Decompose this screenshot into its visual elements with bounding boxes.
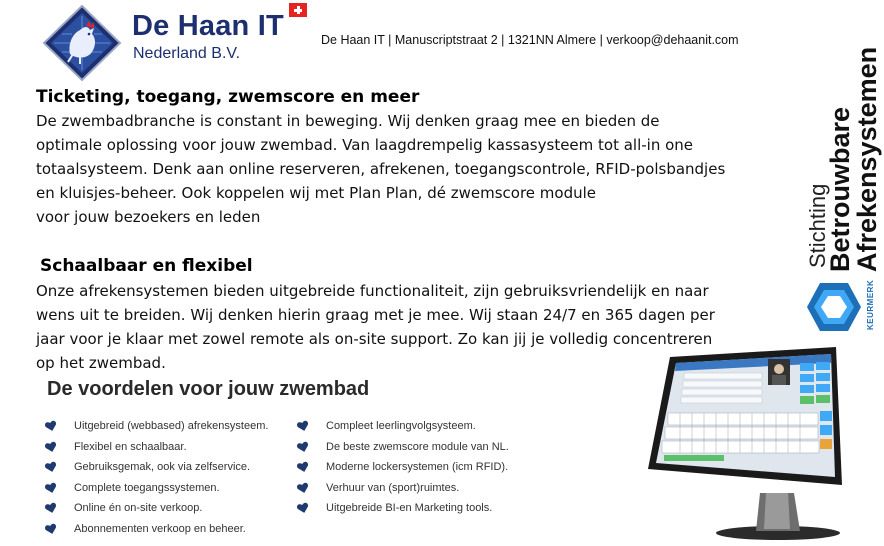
list-item-label: Complete toegangssystemen. xyxy=(74,481,220,494)
heart-icon xyxy=(45,482,57,494)
paragraph-line: jaar voor je klaar met zowel remote als on-site support. Zo kan jij je volledig concentreren xyxy=(36,330,713,348)
paragraph-line: wens uit te breiden. Wij denken hierin graag met je mee. Wij staan 24/7 en 365 dagen per xyxy=(36,306,715,324)
contact-line: De Haan IT | Manuscriptstraat 2 | 1321NN Almere | verkoop@dehaanit.com xyxy=(321,33,739,47)
benefits-title: De voordelen voor jouw zwembad xyxy=(47,378,370,400)
rooster-chip-logo xyxy=(40,4,124,82)
paragraph-line: optimale oplossing voor jouw zwembad. Van laagdrempelig kassasysteem tot all-in one xyxy=(36,136,694,154)
list-item xyxy=(45,460,268,481)
list-item-label: Compleet leerlingvolgsysteem. xyxy=(326,420,476,432)
heart-icon xyxy=(297,461,309,473)
heart-icon xyxy=(45,502,57,514)
list-item xyxy=(45,419,268,440)
list-item xyxy=(297,481,509,502)
list-item xyxy=(297,501,509,522)
list-item xyxy=(45,501,268,522)
brand-subtitle: Nederland B.V. xyxy=(133,45,241,62)
heart-icon xyxy=(297,441,309,453)
paragraph-line: op het zwembad. xyxy=(36,354,166,372)
list-item xyxy=(45,481,268,502)
list-item-label: Verhuur van (sport)ruimtes. xyxy=(326,481,460,494)
pos-terminal-image xyxy=(628,343,846,543)
keurmerk-label: KEURMERK xyxy=(866,279,875,330)
paragraph-line: en kluisjes-beheer. Ook koppelen wij met Plan Plan, dé zwemscore module xyxy=(36,184,596,202)
heart-icon xyxy=(45,420,57,432)
section-heading-schaalbaar: Schaalbaar en flexibel xyxy=(40,256,253,276)
section-heading-ticketing: Ticketing, toegang, zwemscore en meer xyxy=(36,87,420,107)
heart-icon xyxy=(297,482,309,494)
heart-icon xyxy=(45,461,57,473)
heart-icon xyxy=(297,420,309,432)
sidebar-afrekensystemen-label: Afrekensystemen xyxy=(852,46,882,272)
paragraph-line: Onze afrekensystemen bieden uitgebreide functionaliteit, zijn gebruiksvriendelijk en naar xyxy=(36,282,709,300)
list-item-label: Uitgebreide BI-en Marketing tools. xyxy=(326,502,493,514)
benefits-list-right xyxy=(297,419,509,522)
heart-icon xyxy=(45,523,57,535)
section-paragraph-ticketing xyxy=(36,109,725,229)
list-item-label: Abonnementen verkoop en beheer. xyxy=(74,522,246,535)
section-paragraph-schaalbaar xyxy=(36,279,715,375)
paragraph-line: totaalsysteem. Denk aan online reserveren, afrekenen, toegangscontrole, RFID-polsbandjes xyxy=(36,160,726,178)
list-item xyxy=(297,440,509,461)
heart-icon xyxy=(45,441,57,453)
list-item-label: Flexibel en schaalbaar. xyxy=(74,440,187,453)
list-item xyxy=(45,440,268,461)
sidebar-stichting-label: Stichting xyxy=(805,183,830,268)
heart-icon xyxy=(297,502,309,514)
list-item xyxy=(297,460,509,481)
list-item-label: De beste zwemscore module van NL. xyxy=(326,440,509,453)
list-item xyxy=(45,522,268,543)
list-item xyxy=(297,419,509,440)
brand-name: De Haan IT xyxy=(132,10,284,42)
list-item-label: Uitgebreid (webbased) afrekensysteem. xyxy=(74,420,269,432)
list-item-label: Gebruiksgemak, ook via zelfservice. xyxy=(74,461,251,473)
benefits-list-left xyxy=(45,419,268,542)
swiss-flag-icon xyxy=(289,3,307,17)
paragraph-line: voor jouw bezoekers en leden xyxy=(36,208,261,226)
keurmerk-hexagon-icon xyxy=(806,281,862,333)
sidebar-betrouwbare-label: Betrouwbare xyxy=(825,106,855,272)
list-item-label: Moderne lockersystemen (icm RFID). xyxy=(326,461,509,473)
list-item-label: Online én on-site verkoop. xyxy=(74,502,203,514)
paragraph-line: De zwembadbranche is constant in beweging. Wij denken graag mee en bieden de xyxy=(36,112,660,130)
